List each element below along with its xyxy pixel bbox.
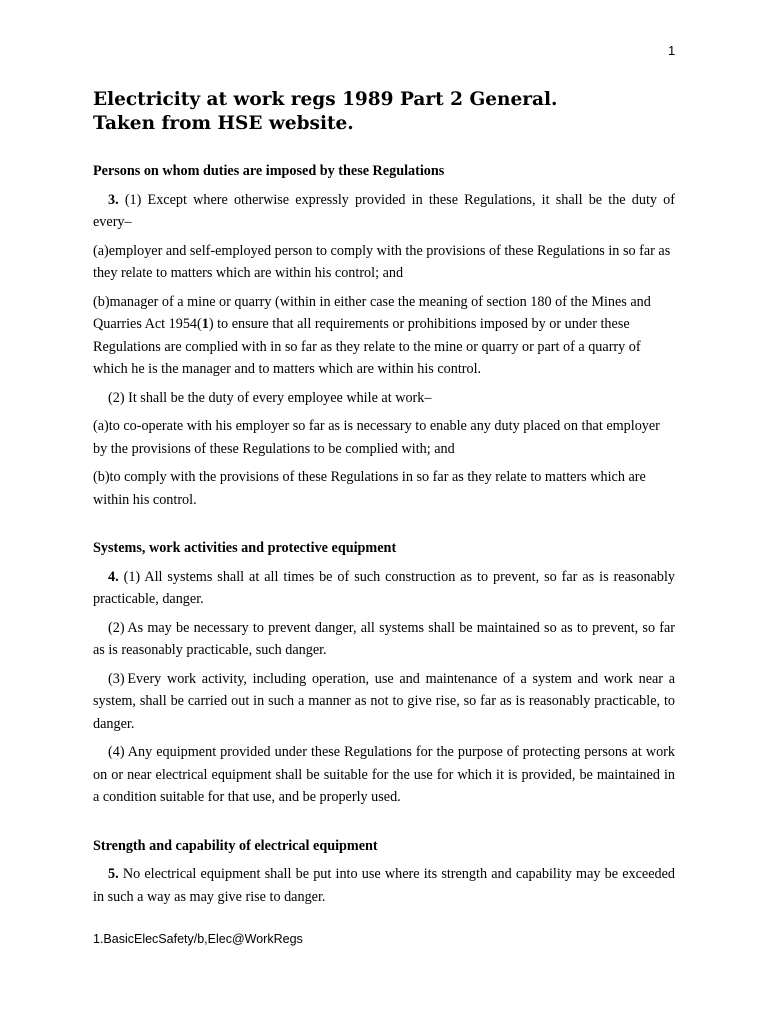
document-body	[93, 160, 675, 914]
section-3-paragraph-1-text: (1) Except where otherwise expressly provided in these Regulations, it shall be the duty of every–	[93, 191, 675, 230]
section-3-item-b	[93, 291, 675, 381]
page-title	[93, 88, 683, 136]
footer-reference: 1.BasicElecSafety/b,Elec@WorkRegs	[93, 932, 303, 946]
section-3-item-b2: (b)to comply with the provisions of these Regulations in so far as they relate to matters which are within his control.	[93, 469, 646, 508]
section-5-paragraph-1-text: No electrical equipment shall be put into use where its strength and capability may be exceeded in such a way as may give rise to danger.	[93, 866, 675, 905]
section-5-number: 5.	[108, 866, 119, 882]
section-4-paragraph-1	[93, 566, 675, 611]
section-4-paragraph-1-text: (1) All systems shall at all times be of such construction as to prevent, so far as is reasonably practicable, danger.	[93, 568, 675, 607]
section-3-item-b-text: (b)manager of a mine or quarry (within in either case the meaning of section 180 of the Mines and Quarries Act 1954(	[93, 293, 651, 332]
section-3-item-b-text-cont: ) to ensure that all requirements or prohibitions imposed by or under these Regulations are complied with in so far as they relate to the mine or quarry or part of a quarry of which he is the manager and to matters which are within his control.	[93, 316, 641, 377]
title-line-1: Electricity at work regs 1989 Part 2 General.	[93, 89, 558, 110]
section-5-heading: Strength and capability of electrical equipment	[93, 837, 378, 854]
section-3-paragraph-1	[93, 189, 675, 234]
section-4-heading: Systems, work activities and protective equipment	[93, 540, 397, 556]
section-4-paragraph-2: (2) As may be necessary to prevent danger, all systems shall be maintained so as to prevent, so far as is reasonably practicable, such danger.	[93, 619, 675, 658]
section-3-paragraph-2: (2) It shall be the duty of every employee while at work–	[108, 389, 432, 406]
section-4-paragraph-3: (3) Every work activity, including operation, use and maintenance of a system and work near a system, shall be carried out in such a manner as not to give rise, so far as is reasonably practicable, to danger.	[93, 670, 675, 732]
section-4-number: 4.	[108, 568, 119, 585]
section-3-heading: Persons on whom duties are imposed by these Regulations	[93, 163, 445, 179]
page-number: 1	[668, 43, 676, 58]
section-5-paragraph-1	[93, 863, 675, 908]
section-3-item-a: (a)employer and self-employed person to comply with the provisions of these Regulations in so far as they relate to matters which are within his control; and	[93, 242, 671, 281]
section-3-number: 3.	[108, 191, 119, 208]
section-4-paragraph-4: (4) Any equipment provided under these Regulations for the purpose of protecting persons at work on or near electrical equipment shall be suitable for the use for which it is provided, be maintained in a condition suitable for that use, and be properly used.	[93, 744, 675, 805]
title-line-2: Taken from HSE website.	[93, 113, 354, 134]
footnote-ref: 1	[201, 316, 209, 332]
section-3-item-a2: (a)to co-operate with his employer so far as is necessary to enable any duty placed on that employer by the provisions of these Regulations to be complied with; and	[93, 418, 660, 457]
